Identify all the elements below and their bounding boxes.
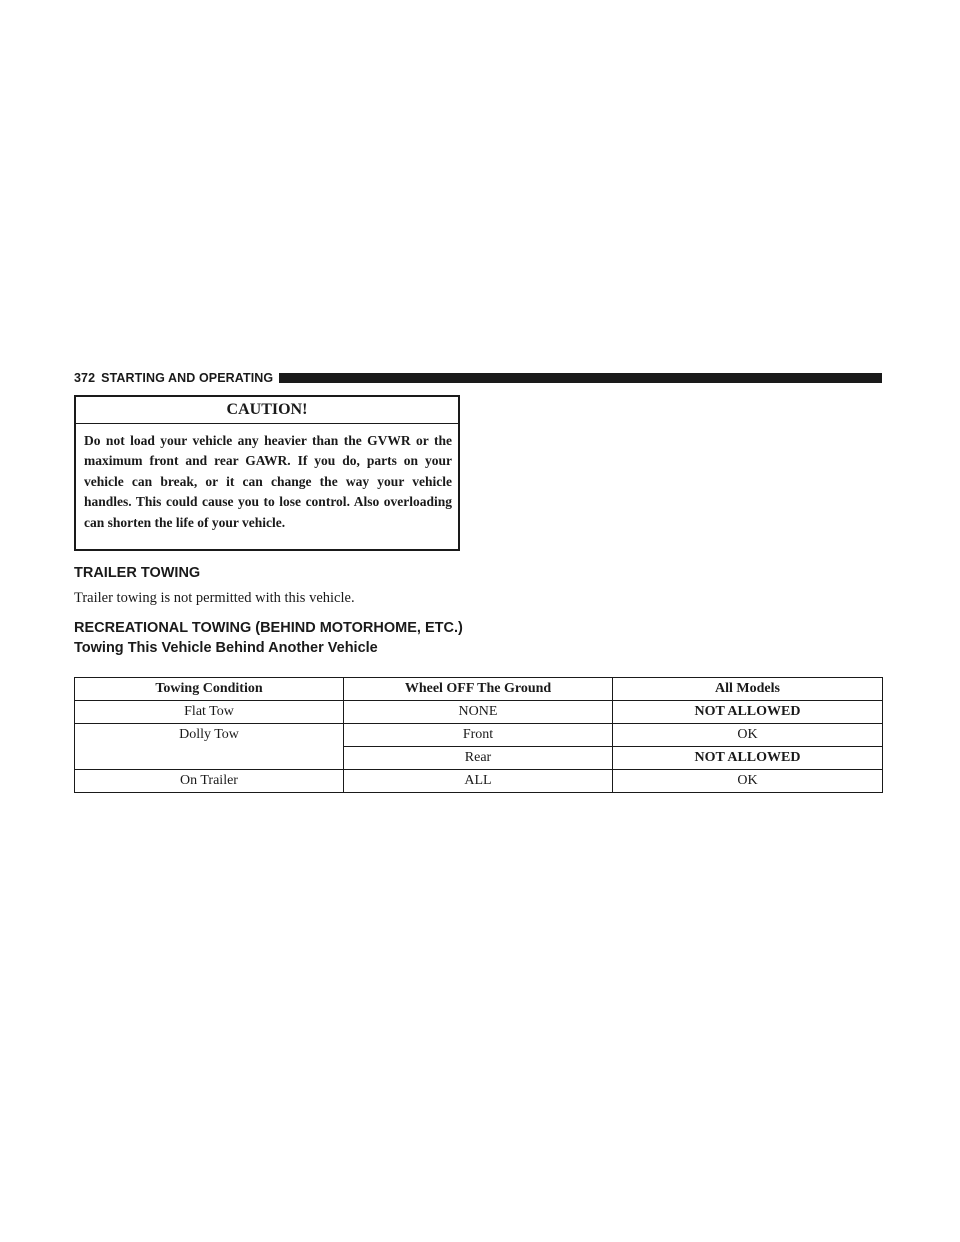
table-row (75, 770, 883, 793)
recreational-towing-subheading: Towing This Vehicle Behind Another Vehicle (74, 640, 378, 656)
recreational-towing-heading: RECREATIONAL TOWING (BEHIND MOTORHOME, ETC.) (74, 620, 463, 636)
page-header (74, 370, 882, 386)
table-row (75, 701, 883, 724)
header-rule (279, 373, 882, 383)
cell-condition: Flat Tow (75, 701, 344, 724)
cell-wheel: ALL (344, 770, 613, 793)
caution-title: CAUTION! (76, 397, 458, 424)
trailer-towing-heading: TRAILER TOWING (74, 565, 201, 581)
caution-box (74, 395, 460, 551)
cell-condition (75, 747, 344, 770)
cell-wheel: NONE (344, 701, 613, 724)
towing-table (74, 677, 883, 793)
table-row (75, 747, 883, 770)
cell-models: NOT ALLOWED (613, 701, 883, 724)
caution-body: Do not load your vehicle any heavier than the GVWR or the maximum front and rear GAWR. If you do, parts on your vehicle can break, or it can change the way your vehicle handles. This could cause you to lose control. Also overloading can shorten the life of your vehicle. (84, 433, 452, 530)
table-header-row (75, 678, 883, 701)
cell-condition: On Trailer (75, 770, 344, 793)
header-wheel-off-ground: Wheel OFF The Ground (344, 678, 613, 701)
cell-wheel: Rear (344, 747, 613, 770)
cell-condition: Dolly Tow (75, 724, 344, 747)
cell-models: NOT ALLOWED (613, 747, 883, 770)
cell-models: OK (613, 724, 883, 747)
cell-models: OK (613, 770, 883, 793)
trailer-towing-body: Trailer towing is not permitted with this vehicle. (74, 590, 355, 606)
table-row (75, 724, 883, 747)
page-number: 372 (74, 371, 96, 385)
section-title: STARTING AND OPERATING (101, 371, 274, 385)
cell-wheel: Front (344, 724, 613, 747)
header-all-models: All Models (613, 678, 883, 701)
header-towing-condition: Towing Condition (75, 678, 344, 701)
